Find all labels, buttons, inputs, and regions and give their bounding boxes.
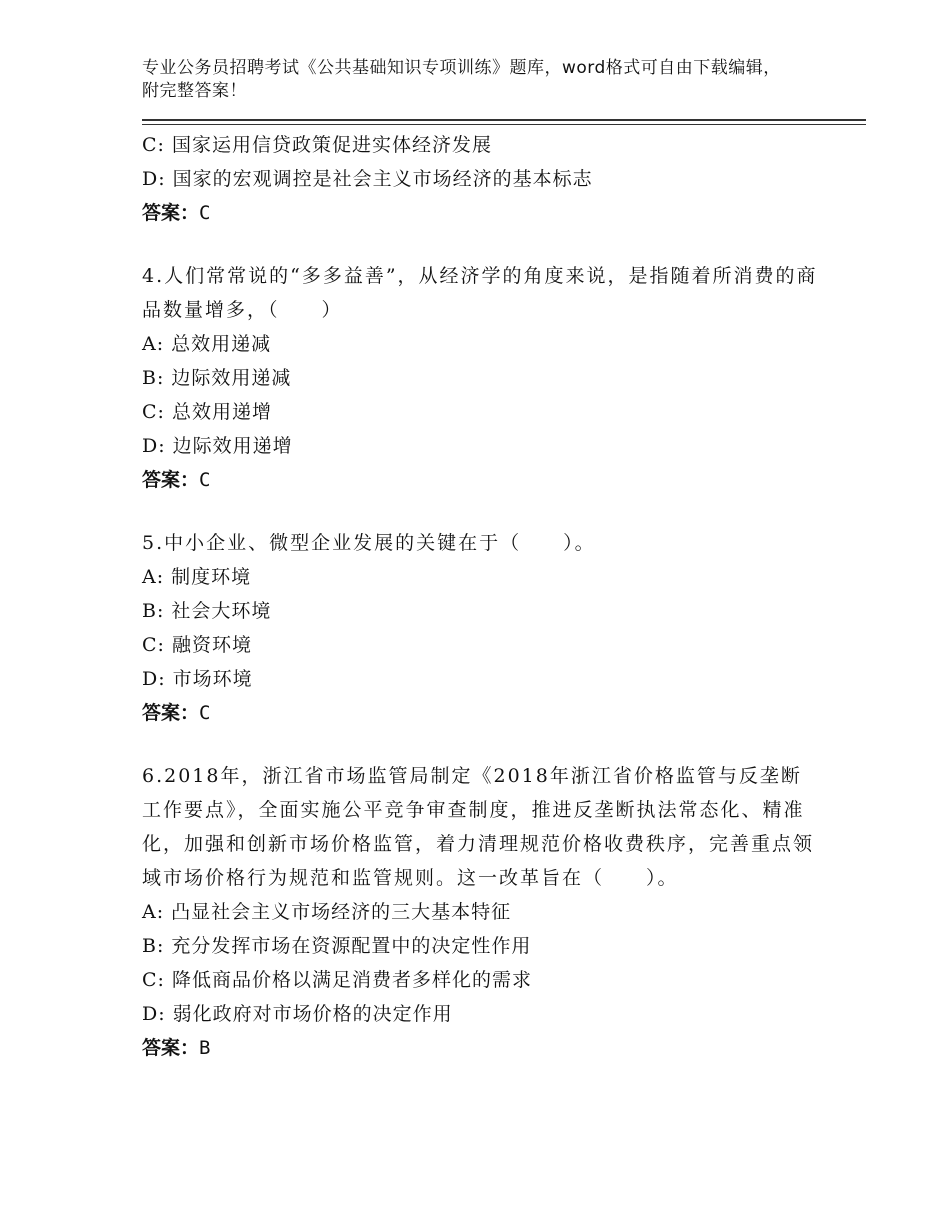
- answer-label: 答案：: [142, 469, 200, 491]
- answer-value: C: [199, 469, 211, 491]
- option-b: B: 边际效用递减: [142, 367, 292, 389]
- option-c: C: 融资环境: [142, 634, 252, 656]
- question-3-tail: [142, 128, 822, 230]
- option-a: A: 凸显社会主义市场经济的三大基本特征: [142, 901, 512, 923]
- question-stem: 6.2018年，浙江省市场监管局制定《2018年浙江省价格监管与反垄断工作要点》，全面实施公平竞争审查制度，推进反垄断执法常态化、精准化，加强和创新市场价格监管，着力清理规范价格收费秩序，完善重点领域市场价格行为规范和监管规则。这一改革旨在（ ）。: [142, 765, 815, 889]
- option-d: D: 国家的宏观调控是社会主义市场经济的基本标志: [142, 168, 593, 190]
- option-a: A: 制度环境: [142, 566, 252, 588]
- answer-label: 答案：: [142, 702, 200, 724]
- answer-value: B: [199, 1037, 211, 1059]
- option-c: C: 降低商品价格以满足消费者多样化的需求: [142, 969, 532, 991]
- question-stem: 5.中小企业、微型企业发展的关键在于（ ）。: [142, 532, 596, 554]
- header-divider-thin: [142, 124, 866, 125]
- answer-line: [142, 1031, 822, 1065]
- option-c: C: 总效用递增: [142, 401, 272, 423]
- question-stem: 4.人们常常说的“多多益善”，从经济学的角度来说，是指随着所消费的商品数量增多，（ ）: [142, 265, 818, 321]
- option-b: B: 充分发挥市场在资源配置中的决定性作用: [142, 935, 532, 957]
- answer-label: 答案：: [142, 1037, 200, 1059]
- answer-label: 答案：: [142, 202, 200, 224]
- question-list: [142, 128, 822, 1065]
- option-b: B: 社会大环境: [142, 600, 272, 622]
- answer-line: [142, 463, 822, 497]
- option-c: C: 国家运用信贷政策促进实体经济发展: [142, 134, 492, 156]
- question-4: [142, 259, 822, 497]
- answer-line: [142, 196, 822, 230]
- option-d: D: 弱化政府对市场价格的决定作用: [142, 1003, 453, 1025]
- option-d: D: 边际效用递增: [142, 435, 293, 457]
- document-header: 专业公务员招聘考试《公共基础知识专项训练》题库，word格式可自由下载编辑，附完整答案！: [142, 58, 781, 101]
- header-divider-thick: [142, 119, 866, 121]
- option-a: A: 总效用递减: [142, 333, 272, 355]
- question-5: [142, 526, 822, 730]
- answer-value: C: [199, 702, 211, 724]
- question-6: [142, 759, 822, 1065]
- option-d: D: 市场环境: [142, 668, 253, 690]
- answer-line: [142, 696, 822, 730]
- answer-value: C: [199, 202, 211, 224]
